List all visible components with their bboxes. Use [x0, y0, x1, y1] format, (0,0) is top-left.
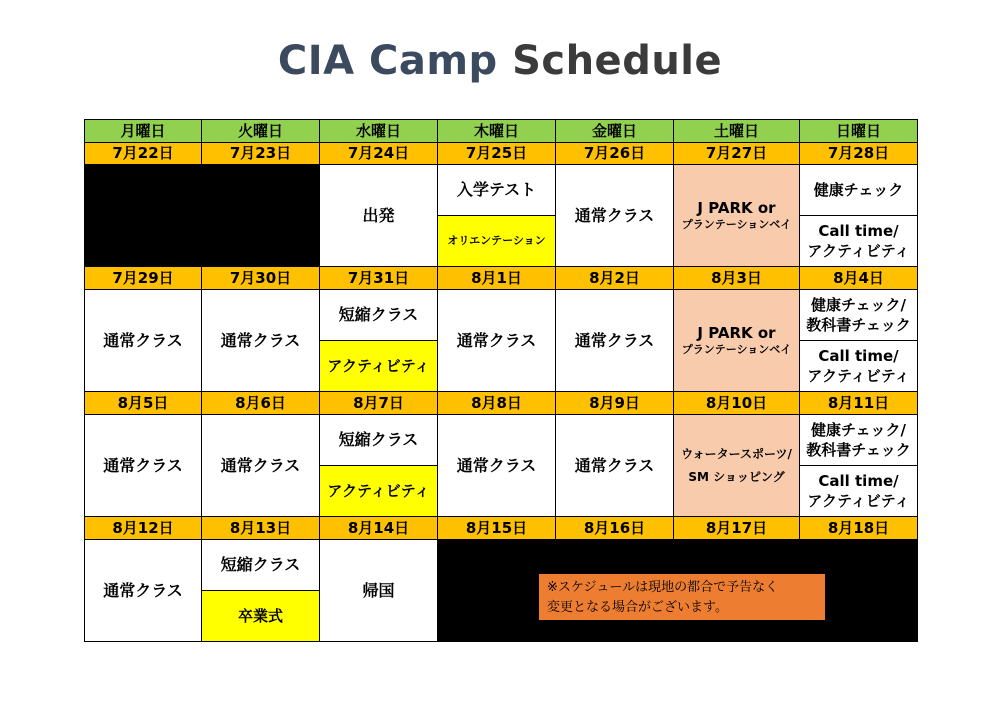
schedule-cell: 通常クラス — [555, 164, 674, 267]
date-cell: 8月10日 — [673, 391, 800, 415]
title-part-1: CIA Camp — [277, 38, 498, 84]
date-cell: 8月8日 — [437, 391, 556, 415]
schedule-cell: 通常クラス — [201, 289, 320, 392]
schedule-cell: 帰国 — [319, 539, 438, 642]
date-cell: 8月13日 — [201, 516, 320, 540]
trip-line-2: SM ショッピング — [688, 469, 785, 484]
date-cell: 8月11日 — [799, 391, 918, 415]
date-cell: 8月17日 — [673, 516, 800, 540]
date-cell: 7月25日 — [437, 142, 556, 165]
schedule-cell: 出発 — [319, 164, 438, 267]
day-header-fri: 金曜日 — [555, 119, 674, 143]
schedule-cell: Call time/ アクティビティ — [799, 465, 918, 517]
day-header-sat: 土曜日 — [673, 119, 800, 143]
day-header-wed: 水曜日 — [319, 119, 438, 143]
date-cell: 7月27日 — [673, 142, 800, 165]
trip-line-1: J PARK or — [697, 198, 776, 217]
date-cell: 7月23日 — [201, 142, 320, 165]
schedule-cell-highlight: アクティビティ — [319, 465, 438, 517]
schedule-cell: 健康チェック/ 教科書チェック — [799, 289, 918, 341]
date-cell: 8月6日 — [201, 391, 320, 415]
schedule-cell: 通常クラス — [437, 289, 556, 392]
schedule-cell-highlight: 卒業式 — [201, 590, 320, 642]
trip-line-2: プランテーションベイ — [681, 218, 792, 232]
schedule-cell: Call time/ アクティビティ — [799, 215, 918, 267]
date-cell: 8月15日 — [437, 516, 556, 540]
schedule-cell: 通常クラス — [84, 414, 202, 517]
date-cell: 8月1日 — [437, 266, 556, 290]
schedule-cell: 通常クラス — [555, 414, 674, 517]
schedule-cell: 通常クラス — [555, 289, 674, 392]
weekend-trip-cell — [673, 164, 800, 267]
weekend-trip-cell — [673, 289, 800, 392]
trip-line-1: ウォータースポーツ/ — [681, 447, 792, 462]
date-cell: 8月7日 — [319, 391, 438, 415]
date-cell: 7月30日 — [201, 266, 320, 290]
schedule-cell: 健康チェック/ 教科書チェック — [799, 414, 918, 466]
blocked-cell — [84, 164, 320, 267]
schedule-cell: 健康チェック — [799, 164, 918, 216]
date-cell: 7月29日 — [84, 266, 202, 290]
date-cell: 7月24日 — [319, 142, 438, 165]
schedule-cell: Call time/ アクティビティ — [799, 340, 918, 392]
day-header-sun: 日曜日 — [799, 119, 918, 143]
date-cell: 7月26日 — [555, 142, 674, 165]
date-cell: 8月16日 — [555, 516, 674, 540]
schedule-cell: 短縮クラス — [319, 414, 438, 466]
day-header-mon: 月曜日 — [84, 119, 202, 143]
weekend-trip-cell — [673, 414, 800, 517]
schedule-cell: 通常クラス — [84, 289, 202, 392]
schedule-cell: 通常クラス — [437, 414, 556, 517]
schedule-cell-highlight: アクティビティ — [319, 340, 438, 392]
date-cell: 8月12日 — [84, 516, 202, 540]
schedule-cell: 通常クラス — [201, 414, 320, 517]
date-cell: 8月14日 — [319, 516, 438, 540]
date-cell: 8月18日 — [799, 516, 918, 540]
date-cell: 8月4日 — [799, 266, 918, 290]
schedule-notice: ※スケジュールは現地の都合で予告なく 変更となる場合がございます。 — [539, 574, 825, 620]
date-cell: 8月2日 — [555, 266, 674, 290]
schedule-cell: 通常クラス — [84, 539, 202, 642]
date-cell: 8月9日 — [555, 391, 674, 415]
date-cell: 8月5日 — [84, 391, 202, 415]
date-cell: 8月3日 — [673, 266, 800, 290]
trip-line-1: J PARK or — [697, 323, 776, 342]
day-header-thu: 木曜日 — [437, 119, 556, 143]
date-cell: 7月28日 — [799, 142, 918, 165]
schedule-cell: 短縮クラス — [201, 539, 320, 591]
schedule-cell: 入学テスト — [437, 164, 556, 216]
schedule-cell-highlight: オリエンテーション — [437, 215, 556, 267]
schedule-cell: 短縮クラス — [319, 289, 438, 341]
date-cell: 7月31日 — [319, 266, 438, 290]
day-header-tue: 火曜日 — [201, 119, 320, 143]
title-part-2: Schedule — [512, 38, 723, 84]
date-cell: 7月22日 — [84, 142, 202, 165]
trip-line-2: プランテーションベイ — [681, 343, 792, 357]
